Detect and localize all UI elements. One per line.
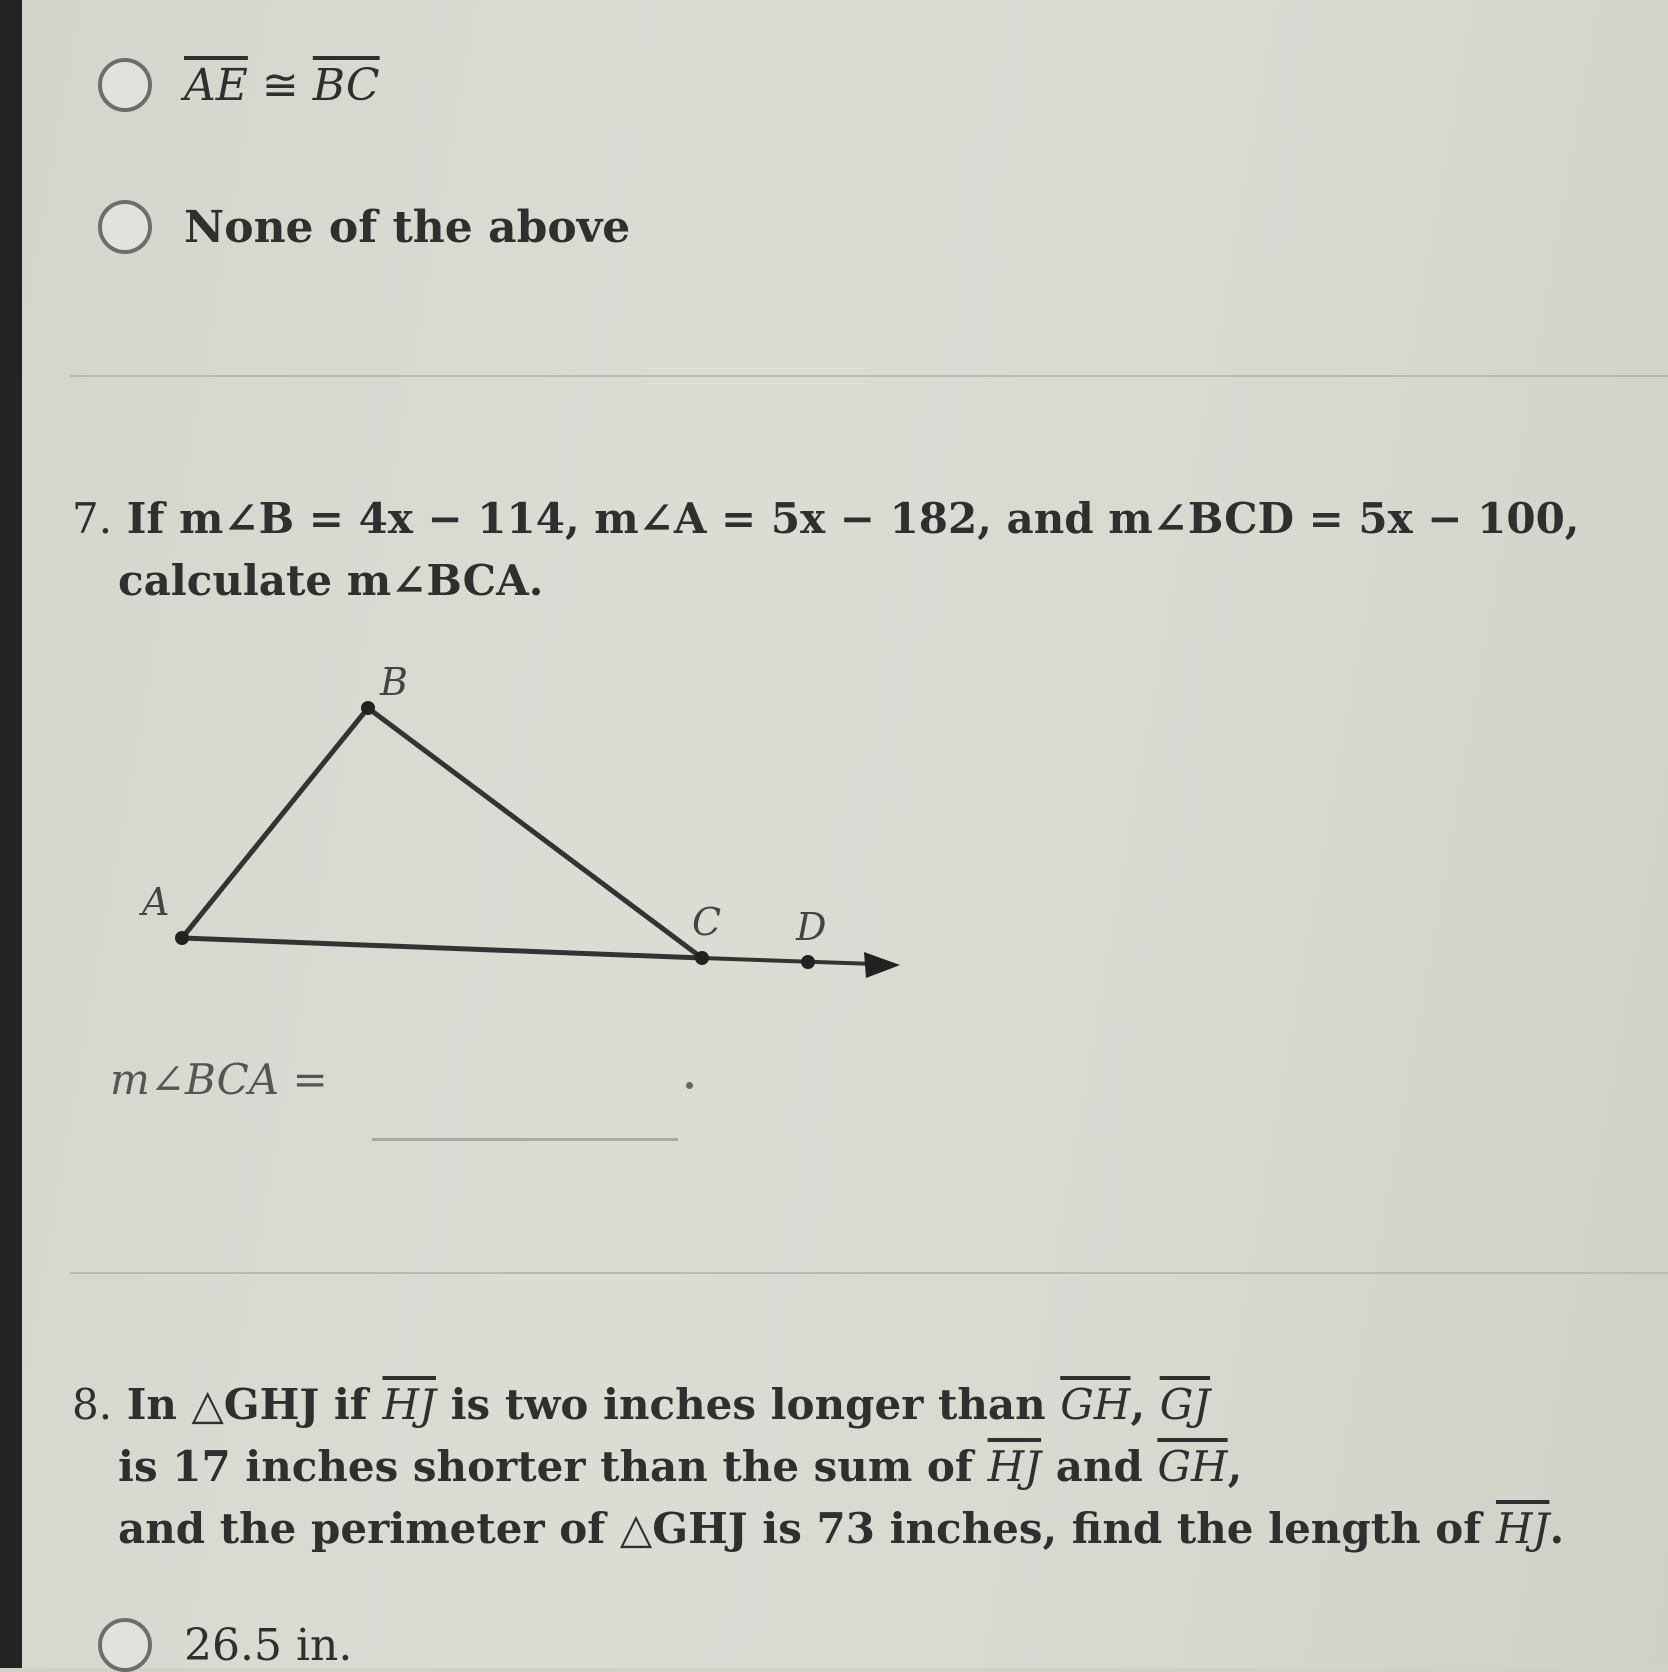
question-number: 7.: [72, 494, 113, 543]
segment-bc: $\overline{BC}$: [312, 59, 380, 111]
ray-arrow-icon: [864, 952, 900, 978]
label-d: D: [796, 905, 827, 949]
q8-text: and: [1041, 1442, 1158, 1491]
label-a: A: [142, 880, 170, 924]
option-26-5-in[interactable]: [98, 1618, 352, 1672]
point-b: [361, 701, 375, 715]
q8-text: .: [1549, 1504, 1565, 1553]
question-text-line1: If m∠B = 4x − 114, m∠A = 5x − 182, and m∠BCD = 5x − 100,: [126, 494, 1580, 543]
q8-text: In △GHJ if: [126, 1380, 383, 1429]
point-a: [175, 931, 189, 945]
segment-ae: $\overline{AE}$: [184, 59, 248, 111]
segment-gh: $\overline{GH}$: [1060, 1380, 1131, 1429]
label-c: C: [692, 900, 722, 944]
question-number: 8.: [72, 1380, 113, 1429]
label-b: B: [380, 660, 408, 704]
divider: [70, 1272, 1668, 1274]
radio-button[interactable]: [98, 1618, 152, 1672]
congruent-symbol: ≅: [261, 59, 299, 111]
segment-hj: $\overline{HJ}$: [1495, 1504, 1550, 1553]
segment-hj: $\overline{HJ}$: [987, 1442, 1042, 1491]
q8-text: ,: [1130, 1380, 1160, 1429]
q8-text: ,: [1227, 1442, 1243, 1491]
option-text: None of the above: [184, 201, 631, 253]
question-text-line2: calculate m∠BCA.: [118, 556, 544, 605]
q8-text: is two inches longer than: [435, 1380, 1061, 1429]
q8-text: and the perimeter of △GHJ is 73 inches, find the length of: [118, 1504, 1496, 1553]
question-8-prompt: [72, 1374, 1652, 1560]
point-d: [801, 955, 815, 969]
point-c: [695, 951, 709, 965]
q8-text: is 17 inches shorter than the sum of: [118, 1442, 988, 1491]
segment-gh: $\overline{GH}$: [1157, 1442, 1228, 1491]
answer-input-field[interactable]: [372, 1138, 678, 1141]
segment-gj: $\overline{GJ}$: [1159, 1380, 1211, 1429]
option-text: 26.5 in.: [184, 1619, 353, 1671]
answer-label: m∠BCA =: [110, 1055, 328, 1104]
period-mark: [686, 1082, 693, 1089]
segment-hj: $\overline{HJ}$: [382, 1380, 436, 1429]
